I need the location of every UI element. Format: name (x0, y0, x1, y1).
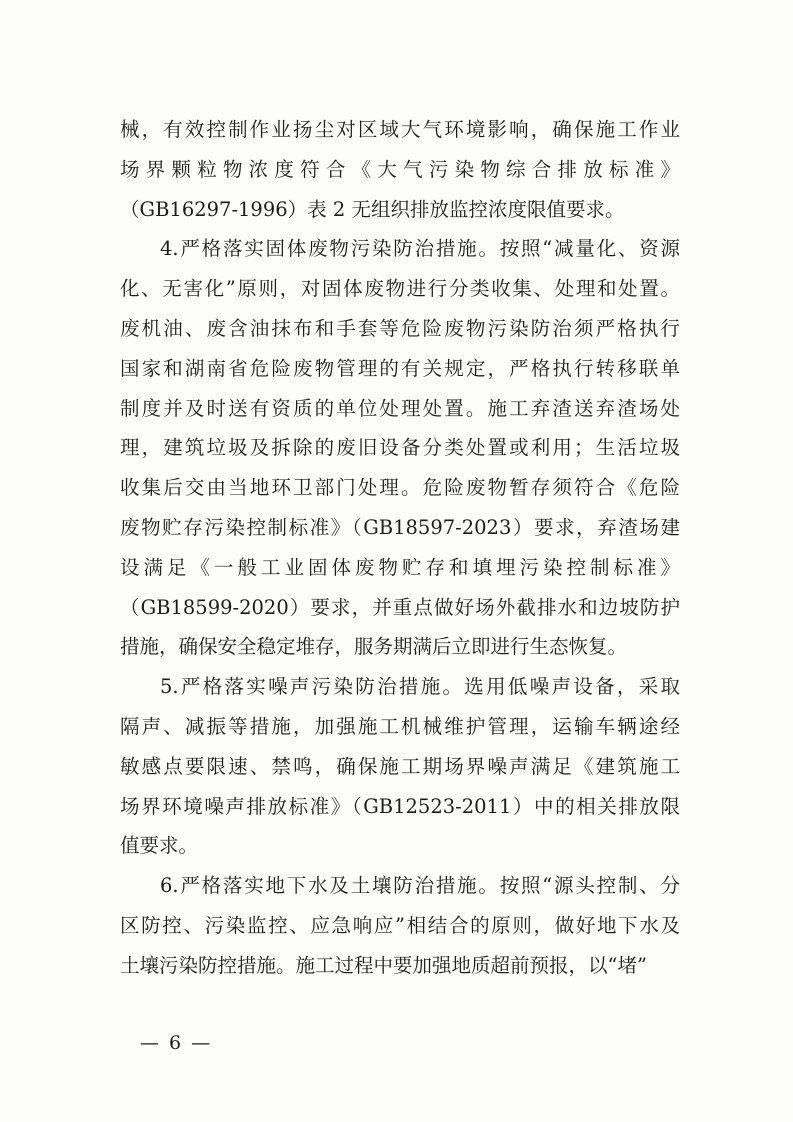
text-line: 国家和湖南省危险废物管理的有关规定，严格执行转移联单 (120, 356, 680, 380)
text-line: 化、无害化”原则，对固体废物进行分类收集、处理和处置。 (120, 277, 680, 301)
text-line: 隔声、减振等措施，加强施工机械维护管理，运输车辆途经 (120, 714, 680, 738)
page-number: — 6 — (140, 1032, 213, 1054)
text-line: 5.严格落实噪声污染防治措施。选用低噪声设备，采取 (160, 675, 680, 699)
text-line: 废机油、废含油抹布和手套等危险废物污染防治须严格执行 (120, 316, 680, 340)
text-line: （GB16297-1996）表 2 无组织排放监控浓度限值要求。 (120, 197, 625, 221)
text-line: 制度并及时送有资质的单位处理处置。施工弃渣送弃渣场处 (120, 396, 680, 420)
paragraph-noise (120, 667, 680, 866)
paragraph-dust-control-continued (120, 110, 680, 229)
document-body (120, 110, 680, 986)
text-line: （GB18599-2020）要求，并重点做好场外截排水和边坡防护 (120, 595, 680, 619)
text-line: 理，建筑垃圾及拆除的废旧设备分类处置或利用；生活垃圾 (120, 436, 680, 460)
text-line: 设满足《一般工业固体废物贮存和填埋污染控制标准》 (120, 555, 680, 579)
text-line: 措施，确保安全稳定堆存，服务期满后立即进行生态恢复。 (120, 635, 628, 659)
text-line: 6.严格落实地下水及土壤防治措施。按照“源头控制、分 (160, 874, 680, 898)
text-line: 场界颗粒物浓度符合《大气污染物综合排放标准》 (120, 157, 680, 181)
text-line: 收集后交由当地环卫部门处理。危险废物暂存须符合《危险 (120, 476, 680, 500)
text-line: 值要求。 (120, 834, 199, 858)
text-line: 械，有效控制作业扬尘对区域大气环境影响，确保施工作业 (120, 118, 680, 141)
paragraph-groundwater-soil (120, 866, 680, 985)
text-line: 废物贮存污染控制标准》（GB18597-2023）要求，弃渣场建 (120, 515, 680, 539)
text-line: 区防控、污染监控、应急响应”相结合的原则，做好地下水及 (120, 913, 680, 937)
text-line: 敏感点要限速、禁鸣，确保施工期场界噪声满足《建筑施工 (120, 754, 680, 778)
paragraph-solid-waste (120, 229, 680, 667)
text-line: 土壤污染防控措施。施工过程中要加强地质超前预报，以“堵” (120, 953, 647, 977)
text-line: 4.严格落实固体废物污染防治措施。按照“减量化、资源 (160, 237, 680, 261)
text-line: 场界环境噪声排放标准》（GB12523-2011）中的相关排放限 (120, 794, 680, 818)
